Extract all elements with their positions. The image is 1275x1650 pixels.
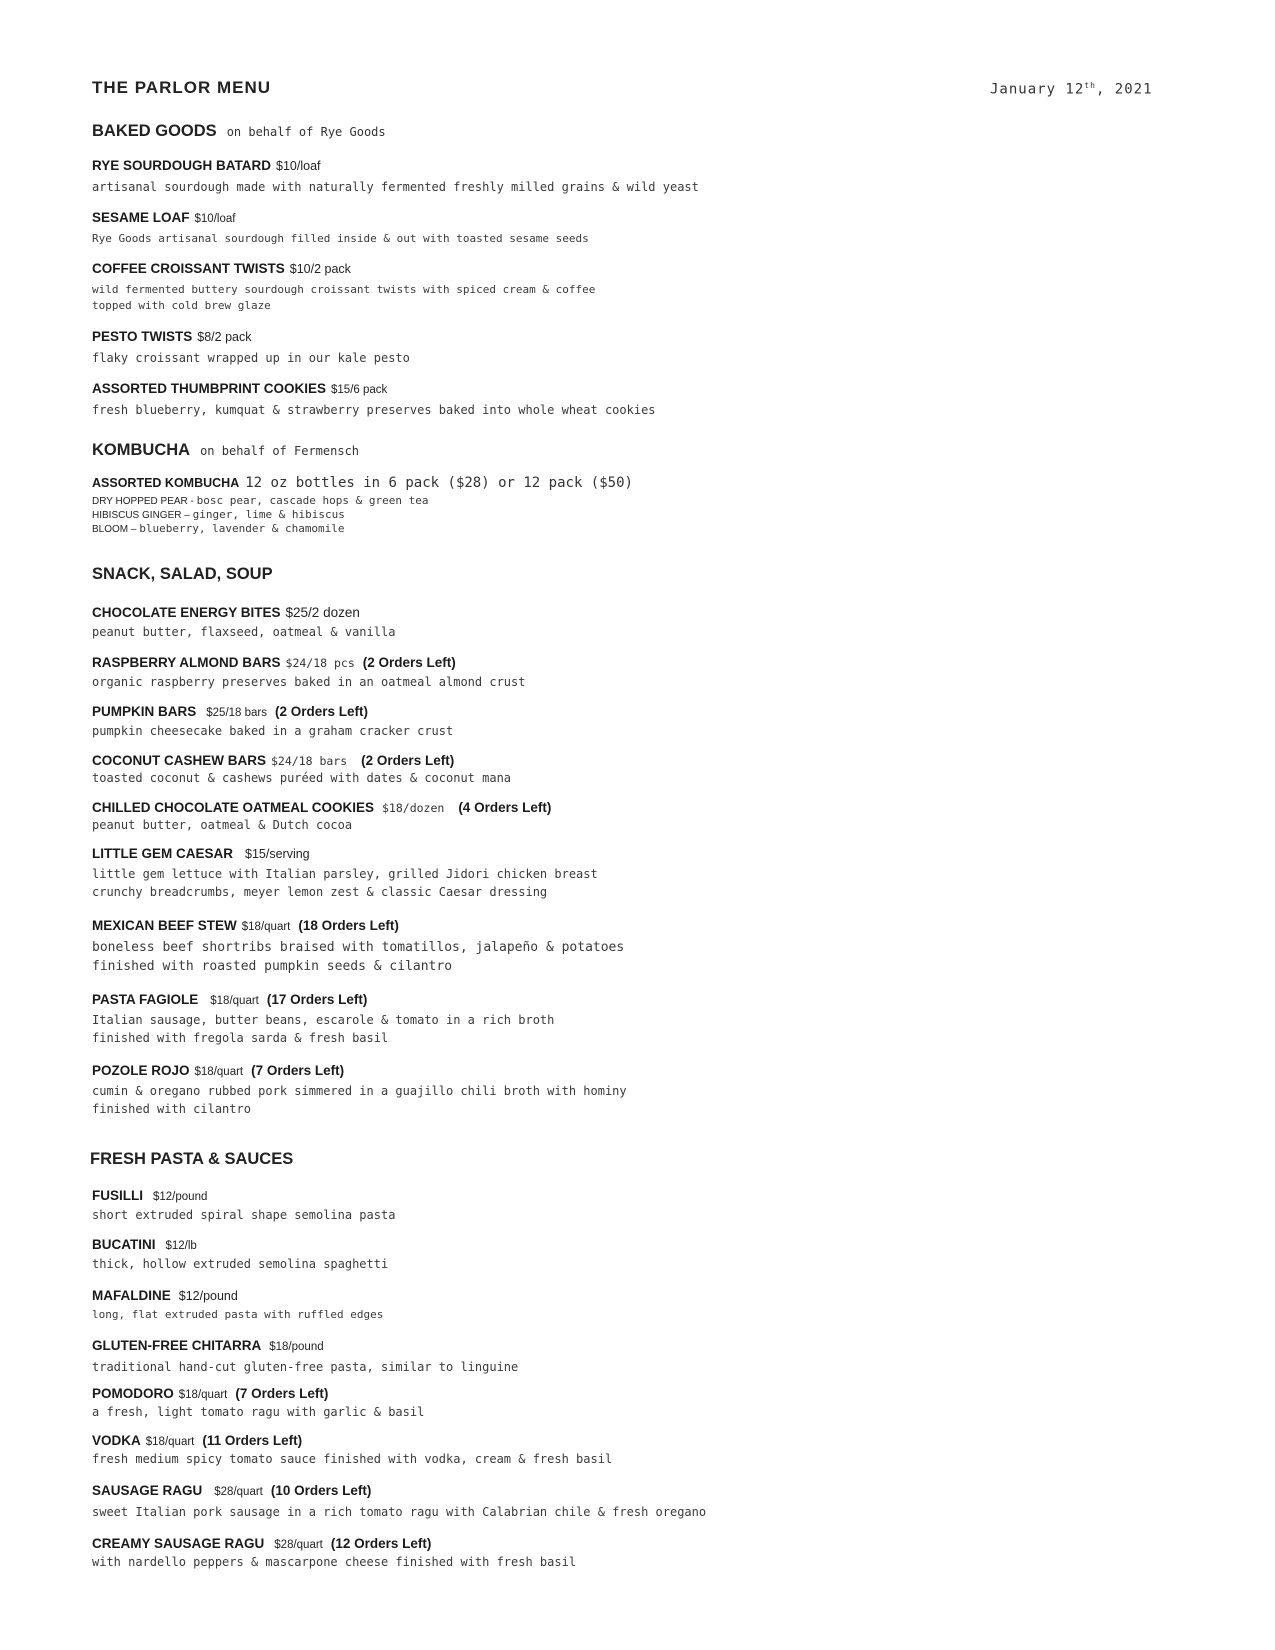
menu-item: POZOLE ROJO $18/quart (7 Orders Left) cumin & oregano rubbed pork simmered in a guajillo chili broth with hominy finished with cilantro	[92, 1063, 627, 1116]
menu-item: VODKA $18/quart (11 Orders Left) fresh medium spicy tomato sauce finished with vodka, cream & fresh basil	[92, 1433, 613, 1466]
menu-item: SAUSAGE RAGU $28/quart (10 Orders Left) sweet Italian pork sausage in a rich tomato ragu with Calabrian chile & fresh oregano	[92, 1483, 707, 1519]
page-title: THE PARLOR MENU	[92, 78, 272, 97]
menu-item: CREAMY SAUSAGE RAGU $28/quart (12 Orders Left) with nardello peppers & mascarpone cheese finished with fresh basil	[92, 1536, 577, 1569]
menu-item: PESTO TWISTS $8/2 pack flaky croissant wrapped up in our kale pesto	[92, 329, 410, 365]
menu-item: MAFALDINE $12/pound long, flat extruded pasta with ruffled edges	[92, 1288, 384, 1321]
menu-item: MEXICAN BEEF STEW $18/quart (18 Orders Left) boneless beef shortribs braised with tomatillos, jalapeño & potatoes finished with roasted pumpkin seeds & cilantro	[92, 918, 625, 974]
menu-item: GLUTEN-FREE CHITARRA $18/pound traditional hand-cut gluten-free pasta, similar to linguine	[92, 1338, 519, 1374]
kombucha-flavor: BLOOM – blueberry, lavender & chamomile	[92, 522, 345, 535]
menu-item: PUMPKIN BARS $25/18 bars (2 Orders Left) pumpkin cheesecake baked in a graham cracker crust	[92, 704, 454, 738]
menu-date: January 12th, 2021	[990, 81, 1153, 98]
section-heading-kombucha: KOMBUCHA on behalf of Fermensch	[92, 441, 360, 459]
menu-item: SESAME LOAF $10/loaf Rye Goods artisanal sourdough filled inside & out with toasted sesame seeds	[92, 210, 589, 245]
menu-item: COFFEE CROISSANT TWISTS $10/2 pack wild fermented buttery sourdough croissant twists with spiced cream & coffee topped with cold brew glaze	[92, 261, 596, 312]
section-heading-baked-goods: BAKED GOODS on behalf of Rye Goods	[92, 122, 386, 140]
menu-item: RASPBERRY ALMOND BARS $24/18 pcs (2 Orders Left) organic raspberry preserves baked in an oatmeal almond crust	[92, 655, 526, 689]
section-heading-fresh-pasta-sauces: FRESH PASTA & SAUCES	[90, 1150, 294, 1168]
menu-item: PASTA FAGIOLE $18/quart (17 Orders Left) Italian sausage, butter beans, escarole & tomato in a rich broth finished with fregola sarda & fresh basil	[92, 992, 555, 1045]
menu-item: CHILLED CHOCOLATE OATMEAL COOKIES $18/dozen (4 Orders Left) peanut butter, oatmeal & Dutch cocoa	[92, 800, 552, 832]
menu-item: POMODORO $18/quart (7 Orders Left) a fresh, light tomato ragu with garlic & basil	[92, 1386, 425, 1419]
menu-item: RYE SOURDOUGH BATARD $10/loaf artisanal sourdough made with naturally fermented freshly milled grains & wild yeast	[92, 158, 699, 194]
kombucha-flavor: HIBISCUS GINGER – ginger, lime & hibiscus	[92, 508, 345, 521]
menu-item: BUCATINI $12/lb thick, hollow extruded semolina spaghetti	[92, 1237, 389, 1271]
kombucha-flavor: DRY HOPPED PEAR - bosc pear, cascade hops & green tea	[92, 494, 429, 507]
menu-item: CHOCOLATE ENERGY BITES $25/2 dozen peanut butter, flaxseed, oatmeal & vanilla	[92, 605, 396, 639]
menu-item: LITTLE GEM CAESAR $15/serving little gem lettuce with Italian parsley, grilled Jidori chicken breast crunchy breadcrumbs, meyer lemon zest & classic Caesar dressing	[92, 846, 598, 899]
section-heading-snack-salad-soup: SNACK, SALAD, SOUP	[92, 565, 273, 583]
menu-item: FUSILLI $12/pound short extruded spiral shape semolina pasta	[92, 1188, 396, 1222]
kombucha-item: ASSORTED KOMBUCHA 12 oz bottles in 6 pack ($28) or 12 pack ($50) DRY HOPPED PEAR - bosc pear, cascade hops & green tea HIBISCUS GINGER – ginger, lime & hibiscus BLOOM – blueberry, lavender & chamomile	[92, 475, 633, 535]
menu-item: COCONUT CASHEW BARS $24/18 bars (2 Orders Left) toasted coconut & cashews puréed with dates & coconut mana	[92, 753, 512, 785]
menu-item: ASSORTED THUMBPRINT COOKIES $15/6 pack fresh blueberry, kumquat & strawberry preserves baked into whole wheat cookies	[92, 381, 656, 417]
